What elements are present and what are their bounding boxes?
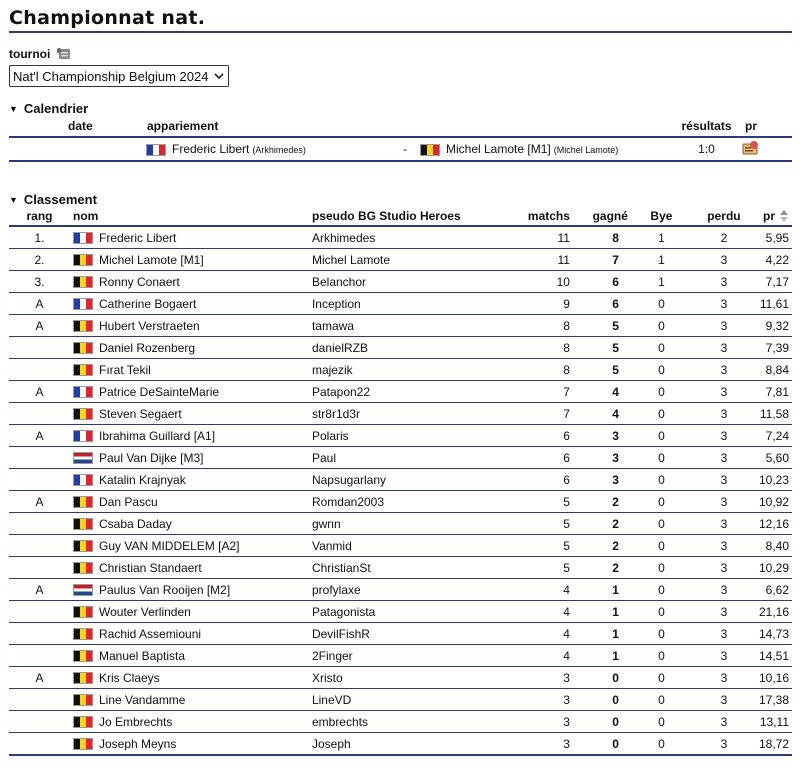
won-cell: 1 [612,626,619,641]
player-name[interactable]: Rachid Assemiouni [98,626,202,641]
won-cell: 1 [612,648,619,663]
pr-cell: 11,58 [759,406,789,421]
player-nick: profylaxe [311,582,361,597]
lost-cell: 3 [720,692,728,707]
lost-cell: 3 [720,626,728,641]
header-name[interactable]: nom [72,209,99,223]
won-cell: 5 [612,318,619,333]
sort-icon [779,209,789,223]
won-cell: 3 [612,428,619,443]
lost-cell: 3 [720,274,728,289]
player-name[interactable]: Paul Van Dijke [M3] [98,450,204,465]
matches-cell: 6 [563,450,570,465]
flag-france-icon [73,474,93,486]
player-name[interactable]: Kris Claeys [98,670,160,685]
calendar-player2[interactable]: Michel Lamote [M1] [446,142,551,156]
flag-france-icon [73,386,93,398]
player-name[interactable]: Ronny Conaert [98,274,180,289]
tournament-select[interactable] [9,65,229,87]
calendar-player1-nick: (Arkhimedes) [252,145,306,155]
flag-belgium-icon [73,276,93,288]
table-row [9,711,792,733]
player-nick: Inception [311,296,361,311]
pr-cell: 5,95 [765,230,789,245]
flag-france-icon [73,298,93,310]
table-row [9,645,792,667]
flag-belgium-icon [420,144,440,156]
won-cell: 1 [612,604,619,619]
rank-cell [9,689,70,711]
table-row [9,249,792,271]
won-cell: 3 [612,450,619,465]
pr-cell: 8,40 [765,538,789,553]
table-row [9,535,792,557]
lost-cell: 3 [720,472,728,487]
flag-belgium-icon [73,562,93,574]
flag-belgium-icon [73,716,93,728]
flag-belgium-icon [73,540,93,552]
bye-cell: 0 [658,714,665,729]
flag-belgium-icon [73,694,93,706]
table-row [9,513,792,535]
bye-cell: 0 [658,736,665,751]
player-nick: 2Finger [311,648,353,663]
bye-cell: 0 [658,406,665,421]
calendar-header-results: résultats [681,119,732,133]
tournament-label-row [9,47,792,61]
rank-cell [9,733,70,756]
matches-cell: 3 [563,670,570,685]
pr-cell: 7,24 [765,428,789,443]
matches-cell: 8 [563,340,570,355]
bye-cell: 0 [658,450,665,465]
rank-cell: A [35,670,44,685]
calendar-result: 1:0 [698,142,715,156]
header-pr-label: pr [763,208,775,223]
lost-cell: 3 [720,252,728,267]
triangle-down-icon: ▼ [9,103,18,114]
player-nick: Polaris [311,428,349,443]
flag-belgium-icon [73,738,93,750]
bye-cell: 1 [658,274,665,289]
calendar-sep: - [403,142,407,156]
table-row [9,226,792,249]
matches-cell: 4 [563,604,570,619]
rank-cell [9,557,70,579]
chevron-down-icon [214,73,224,80]
flag-belgium-icon [73,254,93,266]
header-lost[interactable]: perdu [707,209,741,223]
won-cell: 3 [612,472,619,487]
player-nick: Napsugarlany [311,472,387,487]
player-name[interactable]: Katalin Krajnyak [98,472,186,487]
tournament-select-value: Nat'l Championship Belgium 2024 [13,68,209,84]
rank-cell [9,447,70,469]
player-name[interactable]: Wouter Verlinden [98,604,191,619]
page-title: Championnat nat. [9,5,792,33]
player-nick: Arkhimedes [311,230,376,245]
table-row [9,381,792,403]
table-row [9,667,792,689]
flag-france-icon [73,232,93,244]
table-row [9,623,792,645]
rank-cell [9,535,70,557]
won-cell: 6 [612,274,619,289]
player-nick: Patagonista [311,604,376,619]
player-name[interactable]: Ibrahima Guillard [A1] [98,428,216,443]
table-row [9,491,792,513]
lost-cell: 2 [720,230,728,245]
table-row [9,293,792,315]
won-cell: 4 [612,406,619,421]
player-name[interactable]: Patrice DeSainteMarie [98,384,220,399]
bye-cell: 0 [658,296,665,311]
matches-cell: 4 [563,582,570,597]
calendar-title: Calendrier [23,101,89,116]
matches-cell: 6 [563,472,570,487]
player-nick: DevilFishR [311,626,370,641]
flag-belgium-icon [73,606,93,618]
rank-cell [9,359,70,381]
flag-belgium-icon [73,650,93,662]
flag-france-icon [146,144,166,156]
player-name[interactable]: Manuel Baptista [98,648,186,663]
standings-title: Classement [23,192,97,207]
player-nick: Xristo [311,670,343,685]
pr-cell: 10,23 [758,472,789,487]
header-nick[interactable]: pseudo BG Studio Heroes [311,209,461,223]
calendar-player1[interactable]: Frederic Libert [172,142,250,156]
lost-cell: 3 [720,516,728,531]
matches-cell: 8 [563,362,570,377]
rank-cell: A [35,428,44,443]
player-nick: Vanmid [311,538,352,553]
flag-netherlands-icon [73,584,93,596]
table-row [9,337,792,359]
matches-cell: 10 [556,274,570,289]
player-nick: str8r1d3r [311,406,360,421]
flag-belgium-icon [73,672,93,684]
table-row [9,271,792,293]
matches-cell: 7 [563,384,570,399]
table-row [9,403,792,425]
won-cell: 8 [612,230,619,245]
table-row [9,579,792,601]
pr-cell: 21,16 [758,604,789,619]
rank-cell: A [35,296,44,311]
pr-cell: 14,73 [758,626,789,641]
matches-cell: 4 [563,648,570,663]
bye-cell: 0 [658,692,665,707]
pr-cell: 8,84 [765,362,789,377]
flag-belgium-icon [73,342,93,354]
rank-cell [9,513,70,535]
header-pr[interactable] [756,207,792,226]
rank-cell: A [35,582,44,597]
pr-cell: 7,39 [765,340,789,355]
bye-cell: 0 [658,362,665,377]
tournament-label: tournoi [9,47,51,61]
won-cell: 0 [612,714,619,729]
calendar-header-pairing: appariement [147,119,219,133]
player-name[interactable]: Frederic Libert [98,230,177,245]
pr-cell: 4,22 [765,252,789,267]
rank-cell [9,403,70,425]
rank-cell [9,623,70,645]
lost-cell: 3 [720,670,728,685]
bye-cell: 0 [658,604,665,619]
table-row [9,601,792,623]
won-cell: 2 [612,494,619,509]
bye-cell: 0 [658,670,665,685]
matches-cell: 11 [557,252,570,267]
player-name[interactable]: Fırat Tekil [98,362,151,377]
pr-cell: 10,29 [758,560,789,575]
pr-cell: 14,51 [758,648,789,663]
rank-cell: 3. [34,274,45,289]
bye-cell: 0 [658,582,665,597]
flag-belgium-icon [73,320,93,332]
lost-cell: 3 [720,296,728,311]
won-cell: 6 [612,296,619,311]
flag-belgium-icon [73,364,93,376]
bye-cell: 0 [658,384,665,399]
player-nick: Romdan2003 [311,494,385,509]
player-nick: LineVD [311,692,352,707]
player-name[interactable]: Csaba Daday [98,516,172,531]
bye-cell: 1 [658,252,665,267]
bye-cell: 0 [658,428,665,443]
header-bye[interactable]: Bye [650,209,673,223]
player-name[interactable]: Steven Segaert [98,406,182,421]
pr-cell: 13,11 [759,714,789,729]
lost-cell: 3 [720,318,728,333]
pr-cell: 17,38 [758,692,789,707]
matches-cell: 9 [563,296,570,311]
rank-cell: A [35,494,44,509]
pr-cell: 7,81 [765,384,789,399]
calendar-date [65,137,144,161]
bye-cell: 0 [658,538,665,553]
flag-belgium-icon [73,518,93,530]
lost-cell: 3 [720,428,728,443]
pr-cell: 12,16 [758,516,789,531]
lost-cell: 3 [720,736,728,751]
lost-cell: 3 [720,450,728,465]
won-cell: 4 [612,384,619,399]
table-row [9,425,792,447]
calendar-header-pr: pr [745,119,757,133]
pr-cell: 11,61 [759,296,789,311]
matches-cell: 11 [557,230,570,245]
player-nick: gwnn [311,516,341,531]
player-name[interactable]: Catherine Bogaert [98,296,197,311]
standings-table [9,207,792,756]
player-nick: Michel Lamote [311,252,391,267]
pr-cell: 10,92 [758,494,789,509]
lost-cell: 3 [720,494,728,509]
player-nick: Joseph [311,736,351,751]
pr-cell: 6,62 [765,582,789,597]
flag-netherlands-icon [73,452,93,464]
player-name[interactable]: Joseph Meyns [98,736,177,751]
bye-cell: 0 [658,560,665,575]
header-matches[interactable]: matchs [527,209,570,223]
lost-cell: 3 [720,560,728,575]
bye-cell: 0 [658,318,665,333]
matches-cell: 3 [563,692,570,707]
won-cell: 0 [612,670,619,685]
player-nick: tamawa [311,318,354,333]
player-nick: embrechts [311,714,368,729]
matches-cell: 6 [563,428,570,443]
bye-cell: 0 [658,472,665,487]
flag-france-icon [73,430,93,442]
calendar-header-date: date [68,119,93,133]
player-name[interactable]: Hubert Verstraeten [98,318,200,333]
player-nick: ChristianSt [311,560,371,575]
rank-cell [9,469,70,491]
won-cell: 0 [612,736,619,751]
flag-belgium-icon [73,496,93,508]
bye-cell: 0 [658,516,665,531]
matches-cell: 3 [563,736,570,751]
scroll-icon[interactable] [56,47,72,61]
rank-cell [9,711,70,733]
bye-cell: 0 [658,340,665,355]
flag-belgium-icon [73,628,93,640]
standings-section-toggle[interactable] [9,192,792,207]
pr-cell: 7,17 [765,274,789,289]
calendar-row [9,137,792,161]
table-row [9,359,792,381]
won-cell: 1 [612,582,619,597]
table-row [9,469,792,491]
bye-cell: 0 [658,494,665,509]
rank-cell [9,601,70,623]
matches-cell: 4 [563,626,570,641]
rank-cell: A [35,318,44,333]
player-nick: danielRZB [311,340,368,355]
player-nick: Patapon22 [311,384,371,399]
won-cell: 2 [612,538,619,553]
calendar-player2-nick: (Michel Lamote) [553,145,619,155]
matches-cell: 3 [563,714,570,729]
won-cell: 5 [612,362,619,377]
lost-cell: 3 [720,340,728,355]
player-nick: majezik [311,362,353,377]
player-nick: Paul [311,450,336,465]
matches-cell: 7 [563,406,570,421]
lost-cell: 3 [720,648,728,663]
lost-cell: 3 [720,714,728,729]
rank-cell: A [35,384,44,399]
rank-cell [9,337,70,359]
flag-belgium-icon [73,408,93,420]
pr-cell: 9,32 [765,318,789,333]
lost-cell: 3 [720,362,728,377]
player-name[interactable]: Paulus Van Rooijen [M2] [98,582,231,597]
pr-cell: 18,72 [758,736,789,751]
bye-cell: 1 [658,230,665,245]
calendar-section-toggle[interactable] [9,101,792,116]
player-name[interactable]: Michel Lamote [M1] [98,252,204,267]
player-name[interactable]: Jo Embrechts [98,714,173,729]
won-cell: 2 [612,516,619,531]
lost-cell: 3 [720,582,728,597]
won-cell: 2 [612,560,619,575]
match-detail-icon[interactable] [742,140,760,156]
table-row [9,733,792,756]
bye-cell: 0 [658,626,665,641]
table-row [9,557,792,579]
triangle-down-icon: ▼ [9,194,18,205]
header-rank[interactable]: rang [26,209,53,223]
won-cell: 7 [612,252,619,267]
won-cell: 0 [612,692,619,707]
matches-cell: 5 [563,560,570,575]
player-name[interactable]: Daniel Rozenberg [98,340,196,355]
matches-cell: 8 [563,318,570,333]
pr-cell: 10,16 [758,670,789,685]
player-name[interactable]: Guy VAN MIDDELEM [A2] [98,538,240,553]
lost-cell: 3 [720,406,728,421]
rank-cell: 2. [34,252,45,267]
lost-cell: 3 [720,384,728,399]
won-cell: 5 [612,340,619,355]
bye-cell: 0 [658,648,665,663]
matches-cell: 5 [563,516,570,531]
player-nick: Belanchor [311,274,367,289]
rank-cell: 1. [34,230,45,245]
table-row [9,315,792,337]
player-name[interactable]: Christian Standaert [98,560,202,575]
matches-cell: 5 [563,538,570,553]
rank-cell [9,645,70,667]
player-name[interactable]: Line Vandamme [98,692,186,707]
matches-cell: 5 [563,494,570,509]
table-row [9,689,792,711]
player-name[interactable]: Dan Pascu [98,494,158,509]
header-won[interactable]: gagné [592,209,628,223]
calendar-table [9,116,792,162]
lost-cell: 3 [720,538,728,553]
lost-cell: 3 [720,604,728,619]
table-row [9,447,792,469]
pr-cell: 5,60 [765,450,789,465]
